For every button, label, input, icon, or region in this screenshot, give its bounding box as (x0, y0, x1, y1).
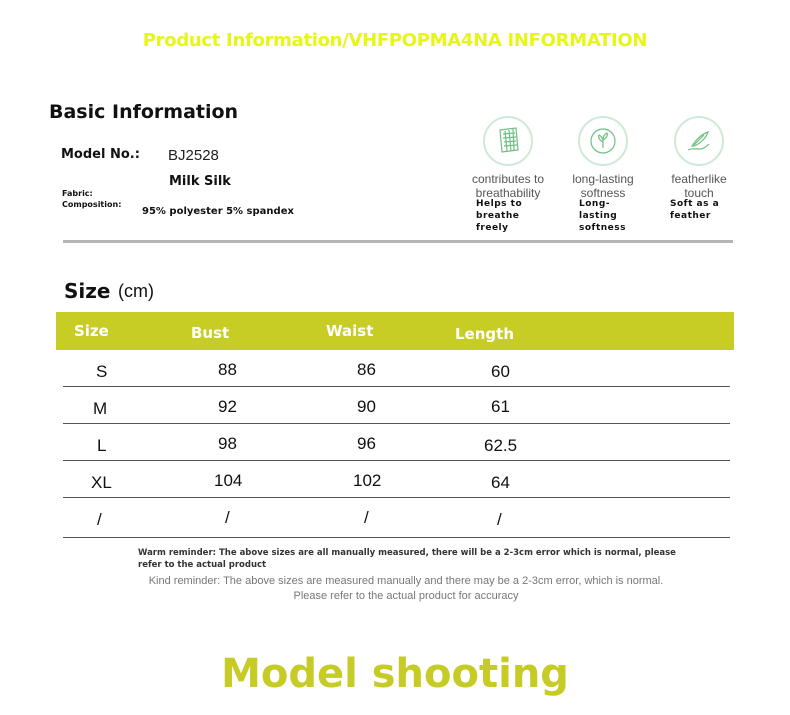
cell-size: / (97, 510, 102, 529)
cell-size: M (93, 399, 108, 418)
kind-reminder-line: Kind reminder: The above sizes are measured manually and there may be a 2-3cm error, which is normal. (148, 575, 664, 587)
warm-reminder-line: Warm reminder: The above sizes are all manually measured, there will be a 2-3cm error which is normal, please (138, 548, 676, 558)
feature-title-line: softness (580, 186, 626, 200)
cell-length: / (497, 510, 502, 529)
table-row (63, 350, 730, 387)
feature-desc-line: feather (670, 211, 711, 221)
header-waist: Waist (326, 322, 374, 340)
size-section-title: Size (64, 279, 111, 303)
cell-waist: 102 (353, 471, 382, 490)
header-bust: Bust (191, 324, 230, 342)
header-size: Size (74, 322, 109, 340)
model-shooting-heading: Model shooting (221, 651, 569, 697)
cell-length: 64 (491, 473, 510, 492)
composition-label: Composition: (62, 200, 122, 209)
cell-length: 61 (491, 397, 510, 416)
header-length: Length (455, 325, 514, 343)
cell-waist: 96 (357, 434, 376, 453)
composition-value: 95% polyester 5% spandex (142, 206, 294, 217)
kind-reminder-line: Please refer to the actual product for accuracy (293, 590, 519, 602)
size-section-unit: (cm) (118, 281, 154, 301)
cell-length: 60 (491, 362, 510, 381)
size-table-header (56, 312, 734, 350)
cell-bust: 98 (218, 434, 237, 453)
feature-title-line: featherlike (671, 172, 727, 186)
cell-length: 62.5 (484, 436, 518, 455)
feature-title-line: touch (684, 186, 714, 200)
plant-circle-icon (578, 116, 628, 166)
model-number-value: BJ2528 (168, 147, 219, 164)
fabric-label: Fabric: (62, 189, 93, 198)
feature-desc-line: freely (476, 223, 509, 233)
feature-softness (553, 116, 653, 233)
feature-desc-line: Soft as a (670, 199, 720, 209)
table-row (63, 387, 730, 424)
model-number-label: Model No.: (61, 147, 140, 162)
feature-desc-line: softness (579, 223, 626, 233)
cell-bust: 92 (218, 397, 237, 416)
feature-title-line: breathability (475, 186, 541, 200)
cell-size: L (97, 436, 107, 455)
cell-bust: / (225, 508, 230, 527)
fabric-mesh-icon (483, 116, 533, 166)
page-banner: Product Information/VHFPOPMA4NA INFORMATION (142, 30, 648, 51)
feature-breathability (458, 116, 558, 233)
feature-touch (649, 116, 749, 221)
cell-waist: 86 (357, 360, 376, 379)
feather-hand-icon (674, 116, 724, 166)
cell-bust: 104 (214, 471, 243, 490)
feature-desc-line: Long- (579, 199, 611, 209)
feature-title-line: long-lasting (572, 172, 634, 186)
cell-bust: 88 (218, 360, 237, 379)
fabric-value: Milk Silk (169, 174, 231, 189)
warm-reminder (138, 547, 678, 571)
table-row (63, 498, 730, 538)
cell-size: XL (91, 473, 112, 492)
section-divider (63, 240, 733, 243)
feature-desc-line: breathe (476, 211, 520, 221)
feature-desc-line: Helps to (476, 199, 523, 209)
feature-desc-line: lasting (579, 211, 618, 221)
cell-size: S (96, 362, 108, 381)
fabric-composition-label (62, 188, 121, 210)
feature-title-line: contributes to (471, 172, 545, 186)
basic-info-title: Basic Information (49, 101, 239, 123)
warm-reminder-line: refer to the actual product (138, 560, 267, 570)
kind-reminder (100, 574, 712, 604)
table-row (63, 424, 730, 461)
cell-waist: 90 (357, 397, 376, 416)
cell-waist: / (364, 508, 369, 527)
table-row (63, 461, 730, 498)
